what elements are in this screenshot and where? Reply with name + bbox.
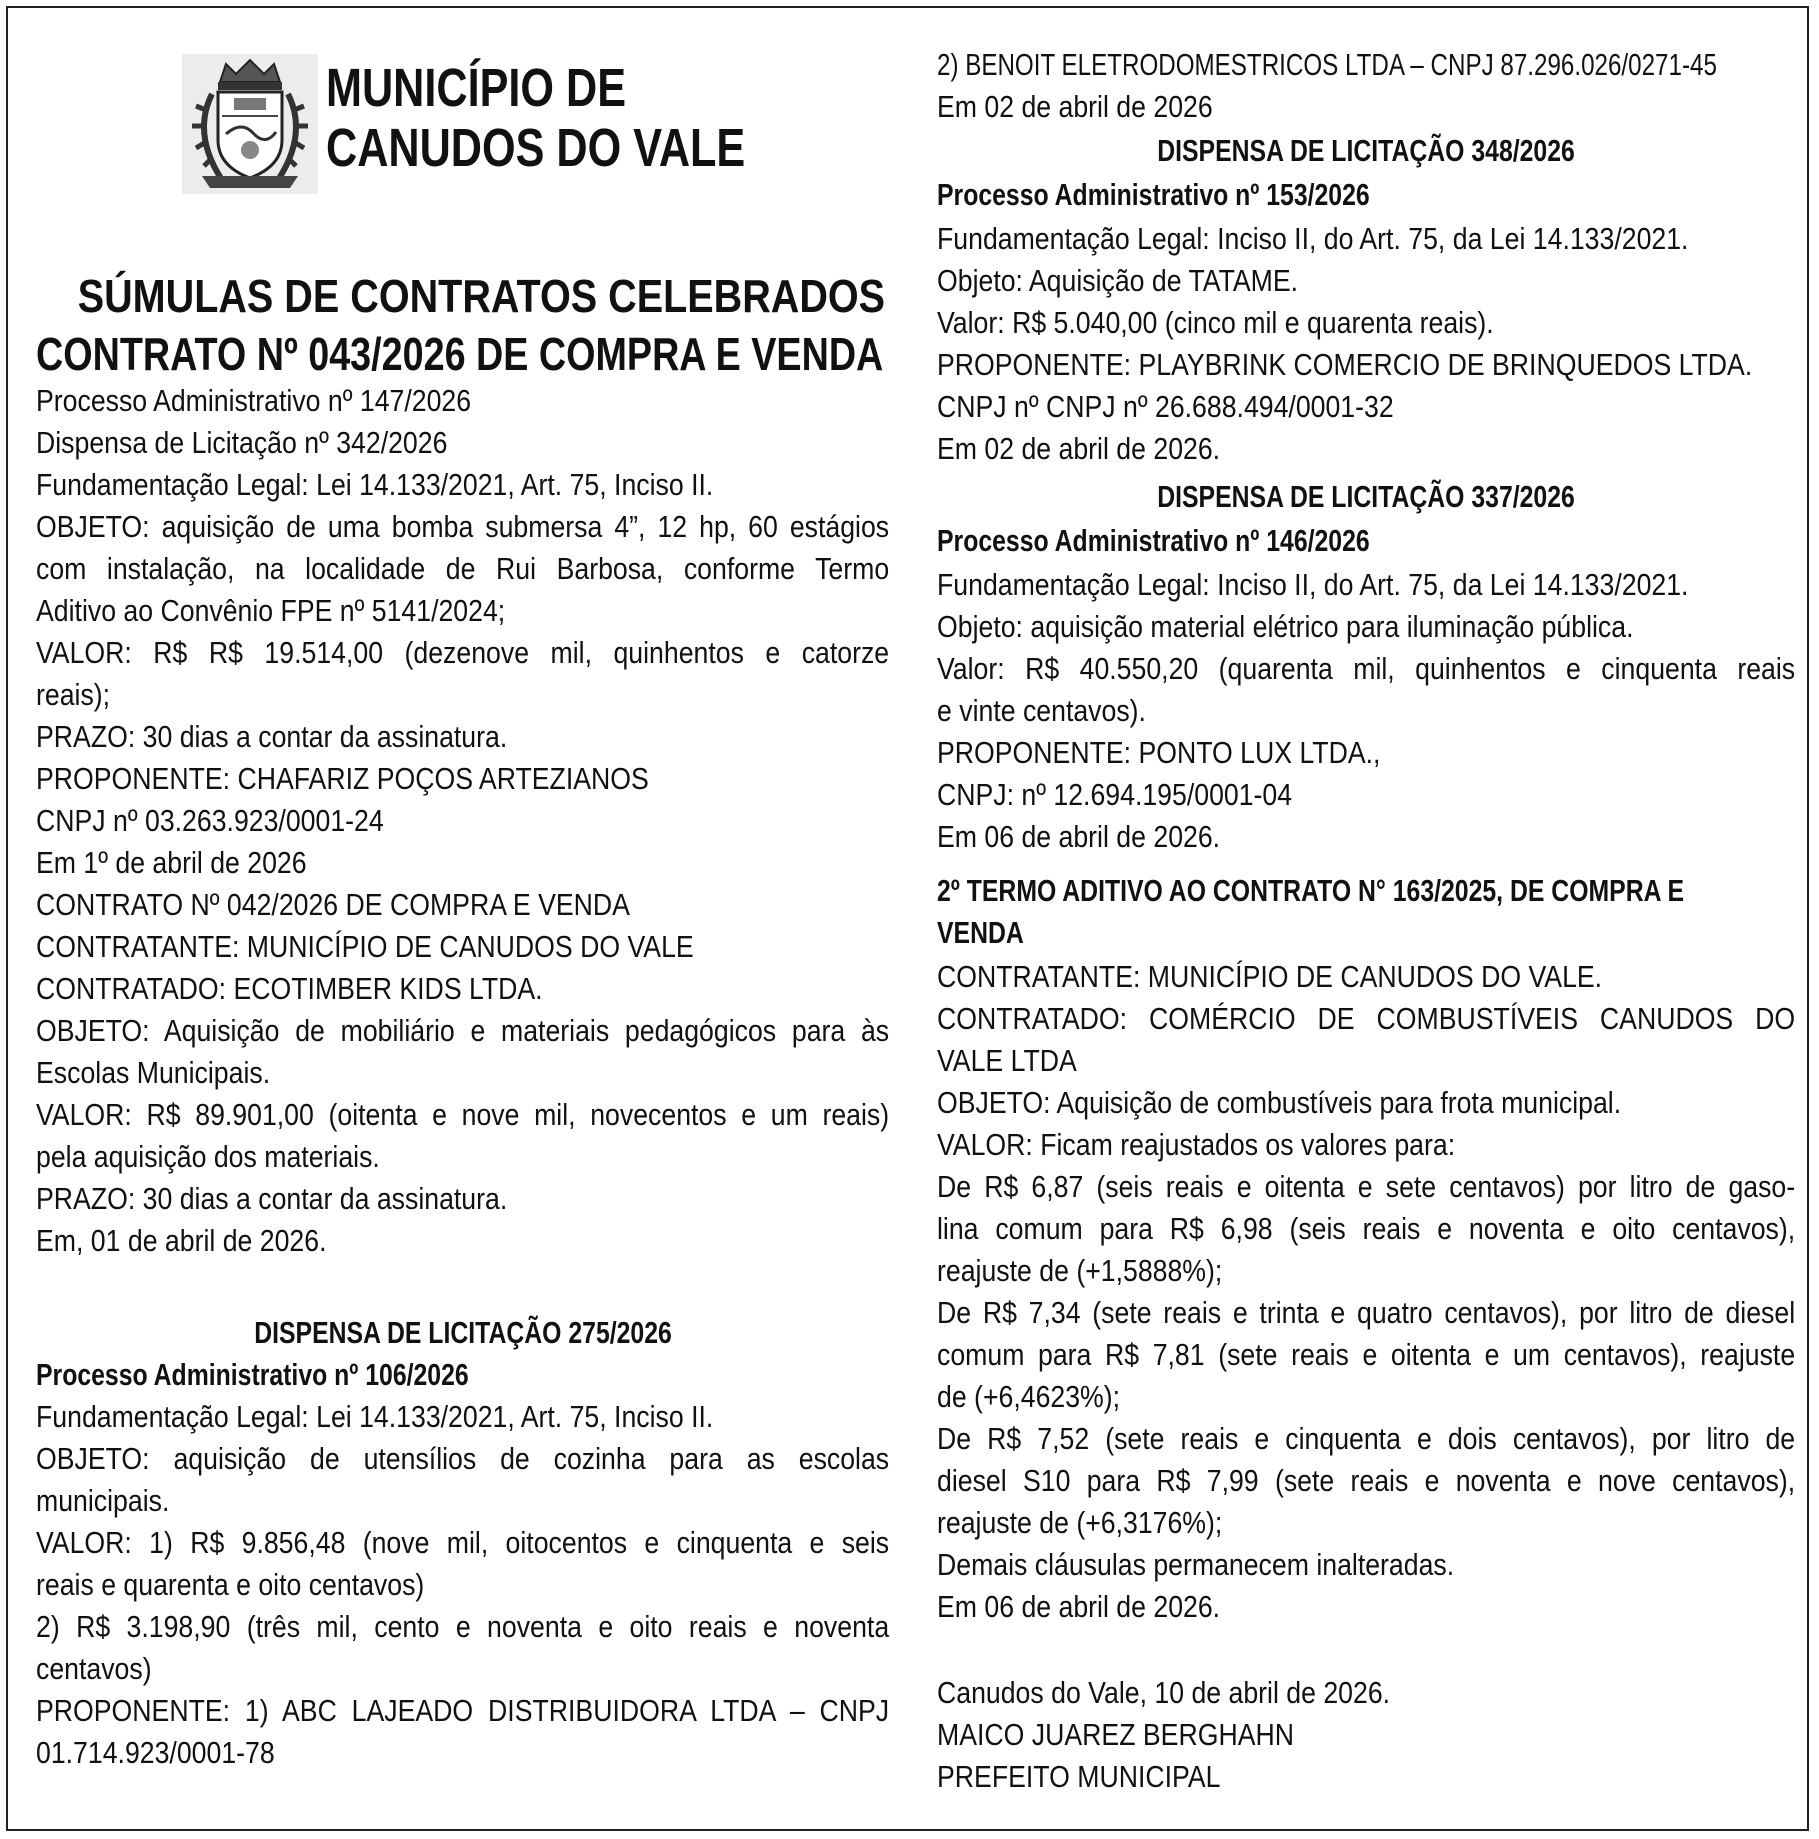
municipality-line-2: CANUDOS DO VALE [326,118,746,178]
text-line: CONTRATO Nº 042/2026 DE COMPRA E VENDA [36,887,630,922]
text-line: CNPJ nº CNPJ nº 26.688.494/0001-32 [937,389,1394,424]
text-line: CNPJ: nº 12.694.195/0001-04 [937,777,1293,812]
text-line: VALOR: Ficam reajustados os valores para: [937,1127,1456,1162]
text-line: Valor: R$ 40.550,20 (quarenta mil, quinhentos e cinquenta reais [937,651,1796,686]
dispensa-337-body [937,564,1795,858]
dispensa-275-title: DISPENSA DE LICITAÇÃO 275/2026 [253,1315,672,1350]
text-line: Demais cláusulas permanecem inalteradas. [937,1547,1455,1582]
text-line: Aditivo ao Convênio FPE nº 5141/2024; [36,593,506,628]
text-line: OBJETO: Aquisição de mobiliário e materiais pedagógicos para às [36,1013,890,1048]
text-line: e vinte centavos). [937,693,1146,728]
text-line: de (+6,4623%); [937,1379,1121,1414]
text-line: reais e quarenta e oito centavos) [36,1567,425,1602]
text-line: 2) R$ 3.198,90 (três mil, cento e noventa e oito reais e noventa [36,1609,890,1644]
text-line: Em 02 de abril de 2026. [937,431,1221,466]
text-line: PROPONENTE: PLAYBRINK COMERCIO DE BRINQUEDOS LTDA. [937,347,1753,382]
text-line: VALE LTDA [937,1043,1077,1078]
text-line: Valor: R$ 5.040,00 (cinco mil e quarenta reais). [937,305,1494,340]
text-line: PROPONENTE: 1) ABC LAJEADO DISTRIBUIDORA LTDA – CNPJ [36,1693,890,1728]
text-line: 2) BENOIT ELETRODOMESTRICOS LTDA – CNPJ 87.296.026/0271-45 [937,47,1717,82]
publication-frame [6,6,1809,1831]
text-line: com instalação, na localidade de Rui Barbosa, conforme Termo [36,551,890,586]
text-line: Processo Administrativo nº 147/2026 [36,383,472,418]
processo-153-title: Processo Administrativo nº 153/2026 [937,177,1370,212]
text-line: PROPONENTE: CHAFARIZ POÇOS ARTEZIANOS [36,761,649,796]
text-line: VALOR: R$ 89.901,00 (oitenta e nove mil, novecentos e um reais) [36,1097,890,1132]
text-line: De R$ 6,87 (seis reais e oitenta e sete centavos) por litro de gaso- [937,1169,1796,1204]
dispensa-348-title: DISPENSA DE LICITAÇÃO 348/2026 [1157,133,1575,168]
text-line: OBJETO: aquisição de utensílios de cozinha para as escolas [36,1441,890,1476]
text-line: Em 1º de abril de 2026 [36,845,307,880]
contract-043-title: CONTRATO Nº 043/2026 DE COMPRA E VENDA [36,328,884,380]
text-line: Fundamentação Legal: Lei 14.133/2021, Art. 75, Inciso II. [36,1399,714,1434]
text-line: reajuste de (+1,5888%); [937,1253,1223,1288]
municipality-line-1: MUNICÍPIO DE [326,58,627,118]
text-line: Fundamentação Legal: Lei 14.133/2021, Art. 75, Inciso II. [36,467,714,502]
text-line: Fundamentação Legal: Inciso II, do Art. 75, da Lei 14.133/2021. [937,567,1689,602]
text-line: Fundamentação Legal: Inciso II, do Art. 75, da Lei 14.133/2021. [937,221,1689,256]
coat-of-arms-logo [182,54,318,194]
processo-146-title: Processo Administrativo nº 146/2026 [937,523,1370,558]
text-line: reais); [36,677,111,712]
text-line: PRAZO: 30 dias a contar da assinatura. [36,1181,508,1216]
text-line: CNPJ nº 03.263.923/0001-24 [36,803,384,838]
text-line: Escolas Municipais. [36,1055,271,1090]
benoit-block [937,44,1795,128]
text-line: De R$ 7,34 (sete reais e trinta e quatro centavos), por litro de diesel [937,1295,1796,1330]
text-line: De R$ 7,52 (sete reais e cinquenta e dois centavos), por litro de [937,1421,1796,1456]
closing-place-date: Canudos do Vale, 10 de abril de 2026. [937,1675,1391,1710]
text-line: PRAZO: 30 dias a contar da assinatura. [36,719,508,754]
text-line: reajuste de (+6,3176%); [937,1505,1223,1540]
coat-of-arms-icon [182,54,318,194]
text-line: Em 06 de abril de 2026. [937,1589,1221,1624]
section-title: SÚMULAS DE CONTRATOS CELEBRADOS [77,270,886,322]
text-line: 01.714.923/0001-78 [36,1735,275,1770]
text-line: VALOR: 1) R$ 9.856,48 (nove mil, oitocentos e cinquenta e seis [36,1525,890,1560]
text-line: Objeto: aquisição material elétrico para iluminação pública. [937,609,1634,644]
text-line: pela aquisição dos materiais. [36,1139,380,1174]
dispensa-337-title: DISPENSA DE LICITAÇÃO 337/2026 [1157,479,1575,514]
termo-title-line-1: 2º TERMO ADITIVO AO CONTRATO N° 163/2025, DE COMPRA E [937,873,1685,908]
termo-aditivo-body [937,956,1795,1628]
text-line: lina comum para R$ 6,98 (seis reais e noventa e oito centavos), [937,1211,1796,1246]
text-line: Em, 01 de abril de 2026. [36,1223,327,1258]
text-line: VALOR: R$ R$ 19.514,00 (dezenove mil, quinhentos e catorze [36,635,890,670]
termo-aditivo-title [937,870,1795,954]
dispensa-348-body [937,218,1795,470]
text-line: Dispensa de Licitação nº 342/2026 [36,425,448,460]
text-line: CONTRATADO: ECOTIMBER KIDS LTDA. [36,971,543,1006]
text-line: diesel S10 para R$ 7,99 (sete reais e noventa e nove centavos), [937,1463,1796,1498]
processo-106-title: Processo Administrativo nº 106/2026 [36,1357,469,1392]
closing-signature [937,1672,1795,1798]
mayor-name: MAICO JUAREZ BERGHAHN [937,1717,1294,1752]
text-line: CONTRATADO: COMÉRCIO DE COMBUSTÍVEIS CANUDOS DO [937,1001,1796,1036]
text-line: OBJETO: aquisição de uma bomba submersa 4”, 12 hp, 60 estágios [36,509,890,544]
municipality-name [326,58,850,178]
text-line: OBJETO: Aquisição de combustíveis para frota municipal. [937,1085,1622,1120]
termo-title-line-2: VENDA [937,915,1024,950]
dispensa-275-body [36,1396,889,1774]
text-line: municipais. [36,1483,170,1518]
text-line: centavos) [36,1651,152,1686]
text-line: Objeto: Aquisição de TATAME. [937,263,1299,298]
text-line: comum para R$ 7,81 (sete reais e oitenta e um centavos), reajuste [937,1337,1796,1372]
text-line: PROPONENTE: PONTO LUX LTDA., [937,735,1381,770]
text-line: Em 02 de abril de 2026 [937,89,1213,124]
text-line: CONTRATANTE: MUNICÍPIO DE CANUDOS DO VALE. [937,959,1603,994]
text-line: Em 06 de abril de 2026. [937,819,1221,854]
text-line: CONTRATANTE: MUNICÍPIO DE CANUDOS DO VALE [36,929,694,964]
mayor-title: PREFEITO MUNICIPAL [937,1759,1221,1794]
contract-043-body [36,380,889,1262]
